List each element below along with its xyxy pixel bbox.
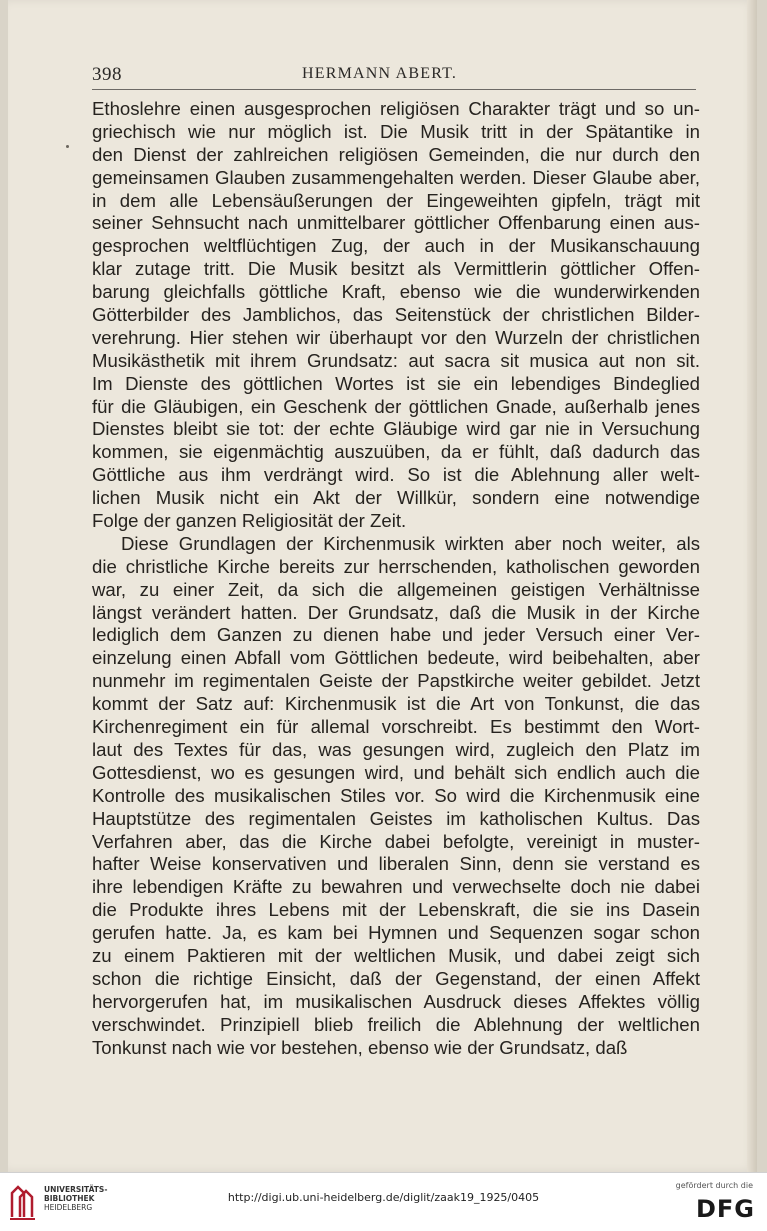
text-line: einzelung einen Abfall vom Göttlichen bedeute, wird beibehalten, aber (92, 647, 700, 669)
library-name-line-1: UNIVERSITÄTS- (44, 1185, 108, 1194)
text-line: lediglich dem Ganzen zu dienen habe und jeder Versuch einer Ver- (92, 624, 700, 646)
text-line: lichen Musik nicht ein Akt der Willkür, sondern eine notwendige (92, 487, 700, 509)
text-line: gemeinsamen Glauben zusammengehalten werden. Dieser Glaube aber, (92, 166, 700, 188)
text-line: Im Dienste des göttlichen Wortes ist sie ein lebendiges Bindeglied (92, 372, 700, 394)
page-header (92, 64, 696, 90)
text-line: Kirchenregiment ein für allemal vorschreibt. Es bestimmt den Wort- (92, 716, 700, 738)
text-line: Hauptstütze des regimentalen Geistes im katholischen Kultus. Das (92, 807, 700, 829)
header-rule (92, 89, 696, 90)
page-spine-shadow (747, 0, 757, 1172)
text-line: verehrung. Hier stehen wir überhaupt vor den Wurzeln der christlichen (92, 326, 700, 348)
footer-bar (0, 1172, 767, 1231)
body-text (92, 98, 700, 1059)
funding-label: gefördert durch die (675, 1181, 753, 1190)
permalink-url[interactable]: http://digi.ub.uni-heidelberg.de/diglit/zaak19_1925/0405 (227, 1191, 540, 1204)
text-line: schon die richtige Einsicht, daß der Gegenstand, der einen Affekt (92, 967, 700, 989)
library-name-line-3: HEIDELBERG (44, 1203, 93, 1212)
text-line: Verfahren aber, das die Kirche dabei befolgte, vereinigt in muster- (92, 830, 700, 852)
scanned-page (8, 0, 757, 1172)
text-line: griechisch wie nur möglich ist. Die Musik tritt in der Spätantike in (92, 120, 700, 142)
text-line: die christliche Kirche bereits zur herrschenden, katholischen geworden (92, 555, 700, 577)
text-line: in dem alle Lebensäußerungen der Eingeweihten gipfeln, trägt mit (92, 189, 700, 211)
text-line: barung gleichfalls göttliche Kraft, ebenso wie die wunderwirkenden (92, 281, 700, 303)
text-line: die Produkte ihres Lebens mit der Lebenskraft, die sie ins Dasein (92, 899, 700, 921)
text-line: Götterbilder des Jamblichos, das Seitenstück der christlichen Bilder- (92, 304, 700, 326)
text-line: kommt der Satz auf: Kirchenmusik ist die Art von Tonkunst, die das (92, 693, 700, 715)
running-head: HERMANN ABERT. (302, 65, 458, 82)
text-line: Gottesdienst, wo es gesungen wird, und behält sich endlich auch die (92, 761, 700, 783)
text-line: den Dienst der zahlreichen religiösen Gemeinden, die nur durch den (92, 143, 700, 165)
text-line: Tonkunst nach wie vor bestehen, ebenso wie der Grundsatz, daß (92, 1036, 628, 1058)
text-line: nunmehr im regimentalen Geiste der Papstkirche weiter gebildet. Jetzt (92, 670, 700, 692)
text-line: war, zu einer Zeit, da sich die allgemeinen geistigen Verhältnisse (92, 578, 700, 600)
text-line: kommen, sie eigenmächtig auszuüben, da er fühlt, daß dadurch das (92, 441, 700, 463)
text-line: gesprochen weltflüchtigen Zug, der auch in der Musikanschauung (92, 235, 700, 257)
scan-speck (66, 145, 69, 148)
text-line: Kontrolle des musikalischen Stiles vor. So wird die Kirchenmusik eine (92, 784, 700, 806)
dfg-logo[interactable]: DFG (695, 1195, 755, 1223)
text-line: seiner Sehnsucht nach unmittelbarer göttlicher Offenbarung einen aus- (92, 212, 700, 234)
text-line: verschwindet. Prinzipiell blieb freilich die Ablehnung der weltlichen (92, 1013, 700, 1035)
page-number: 398 (92, 64, 122, 85)
text-line: zu einem Paktieren mit der weltlichen Musik, und dabei zeigt sich (92, 944, 700, 966)
text-line: hervorgerufen hat, im musikalischen Ausdruck dieses Affektes völlig (92, 990, 700, 1012)
text-line: ihre lebendigen Kräfte zu bewahren und verwechselte doch nie dabei (92, 876, 700, 898)
text-line: hafter Weise konservativen und liberalen Sinn, denn sie verstand es (92, 853, 700, 875)
text-line: längst verändert hatten. Der Grundsatz, daß die Musik in der Kirche (92, 601, 700, 623)
text-line: Diese Grundlagen der Kirchenmusik wirkten aber noch weiter, als (121, 532, 700, 554)
text-line: klar zutage tritt. Die Musik besitzt als Vermittlerin göttlicher Offen- (92, 258, 700, 280)
text-line: für die Gläubigen, ein Geschenk der göttlichen Gnade, außerhalb jenes (92, 395, 700, 417)
text-line: Dienstes bleibt sie tot: der echte Gläubige wird gar nie in Versuchung (92, 418, 700, 440)
text-line: Musikästhetik mit ihrem Grundsatz: aut sacra sit musica aut non sit. (92, 349, 700, 371)
text-line: Ethoslehre einen ausgesprochen religiösen Charakter trägt und so un- (92, 98, 700, 119)
library-name-line-2: BIBLIOTHEK (44, 1194, 95, 1203)
paragraph-container (92, 98, 700, 1059)
text-line: Göttliche aus ihm verdrängt wird. So ist die Ablehnung aller welt- (92, 464, 700, 486)
text-line: Folge der ganzen Religiosität der Zeit. (92, 510, 407, 532)
text-line: gerufen hatte. Ja, es kam bei Hymnen und Sequenzen sogar schon (92, 922, 700, 944)
text-line: laut des Textes für das, was gesungen wird, zugleich den Platz im (92, 738, 700, 760)
